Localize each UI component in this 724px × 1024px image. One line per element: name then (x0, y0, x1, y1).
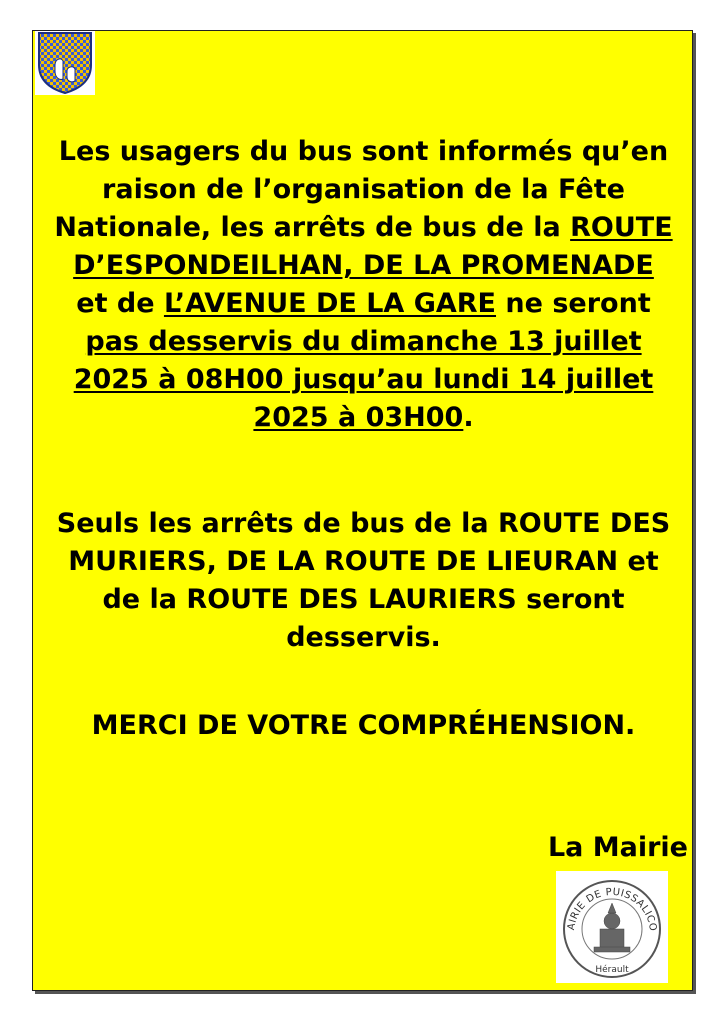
text-line: de la ROUTE DES LAURIERS seront (102, 584, 625, 615)
text-line (33, 399, 694, 437)
text-segment: . (463, 402, 474, 433)
stamp-bottom-text: Hérault (595, 965, 629, 975)
text-line: MURIERS, DE LA ROUTE DE LIEURAN et (68, 546, 659, 577)
underlined-text: L’AVENUE DE LA GARE (163, 288, 497, 319)
stamp-ring-text: AIRIE DE PUISSALICO (566, 886, 659, 933)
notice-sheet (32, 30, 693, 991)
text-line: Seuls les arrêts de bus de la ROUTE DES (56, 508, 671, 539)
underlined-text: pas desservis du dimanche 13 juillet (85, 326, 642, 357)
underlined-text: 2025 à 03H00 (253, 402, 464, 433)
text-line (33, 247, 694, 285)
signature: La Mairie (547, 832, 688, 863)
text-line (33, 323, 694, 361)
text-line (33, 361, 694, 399)
town-hall-stamp-icon (556, 871, 668, 983)
notice-paragraph-closures (33, 133, 694, 437)
text-segment: et de (76, 288, 164, 319)
underlined-text: 2025 à 08H00 jusqu’au lundi 14 juillet (73, 364, 654, 395)
underlined-text: ROUTE (570, 212, 673, 243)
underlined-text: D’ESPONDEILHAN, DE LA PROMENADE (73, 250, 654, 281)
text-segment: ne seront (496, 288, 651, 319)
notice-paragraph-served-stops (33, 505, 694, 657)
text-line: desservis. (286, 622, 441, 653)
text-line (33, 209, 694, 247)
text-segment: Nationale, les arrêts de bus de la (54, 212, 571, 243)
text-line (33, 285, 694, 323)
text-line: Les usagers du bus sont informés qu’en (58, 136, 669, 167)
coat-of-arms-icon (35, 31, 95, 95)
notice-thanks (33, 707, 694, 745)
text-line: raison de l’organisation de la Fête (102, 174, 625, 205)
text-line: MERCI DE VOTRE COMPRÉHENSION. (91, 710, 636, 741)
